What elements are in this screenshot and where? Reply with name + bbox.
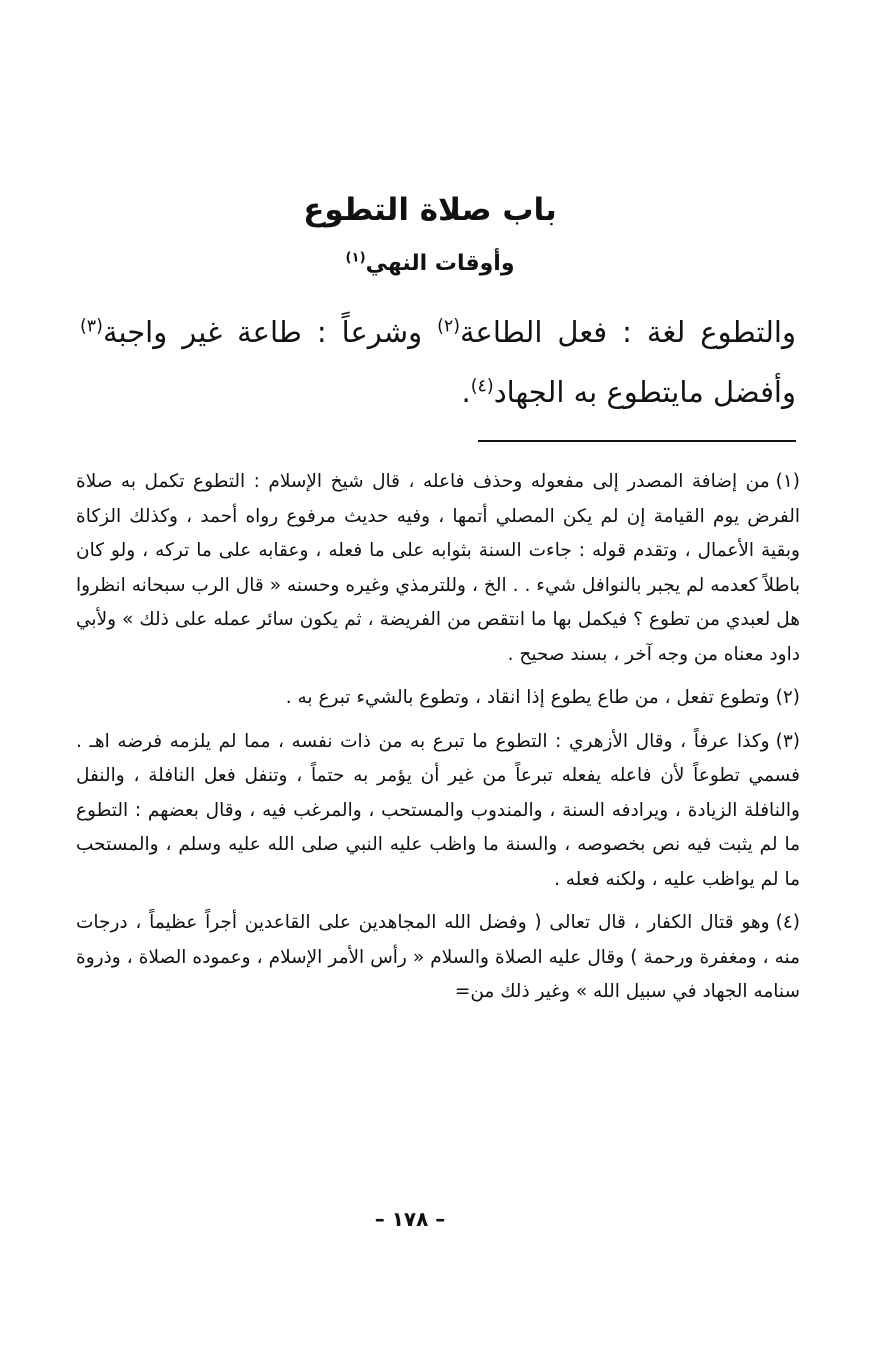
footnote-3 <box>76 725 800 898</box>
main-text-part-3: وأفضل مايتطوع به الجهاد <box>493 375 796 409</box>
main-text-part-4: . <box>461 375 471 409</box>
footnote-number: (٢) <box>775 687 800 708</box>
footnote-ref-2: (٢) <box>437 316 460 337</box>
subtitle-footnote-ref: (١) <box>345 250 366 266</box>
footnote-ref-3: (٣) <box>80 316 103 337</box>
main-text <box>80 302 796 422</box>
page-number: – ١٧٨ – <box>374 1207 446 1231</box>
footnotes <box>76 465 800 1019</box>
footnote-text: وكذا عرفاً ، وقال الأزهري : التطوع ما تبرع به من ذات نفسه ، مما لم يلزمه فرضه اهـ . فسمي تطوعاً لأن فاعله يفعله تبرعاً من غير أن يؤمر به حتماً ، وتنفل فعل النافلة ، والنفل والنافلة الزيادة ، ويرادفه السنة ، والمندوب والمستحب ، والمرغب فيه ، وقال بعضهم : التطوع ما لم يثبت فيه نص بخصوصه ، والسنة ما واظب عليه النبي صلى الله عليه وسلم ، والمستحب ما لم يواظب عليه ، ولكنه فعله . <box>76 730 800 890</box>
footnote-number: (١) <box>775 471 800 492</box>
subtitle-text: وأوقات النهي <box>365 251 515 276</box>
footnote-2 <box>76 681 800 716</box>
footnote-number: (٣) <box>775 730 800 752</box>
chapter-subtitle <box>0 248 860 280</box>
footnote-text: وتطوع تفعل ، من طاع يطوع إذا انقاد ، وتطوع بالشيء تبرع به . <box>285 687 770 708</box>
main-text-part-1: والتطوع لغة : فعل الطاعة <box>460 315 796 349</box>
footnote-text: من إضافة المصدر إلى مفعوله وحذف فاعله ، قال شيخ الإسلام : التطوع تكمل به صلاة الفرض يوم القيامة إن لم يكن المصلي أتمها ، وفيه حديث مرفوع رواه أحمد ، وكذلك الزكاة وبقية الأعمال ، وتقدم قوله : جاءت السنة بثوابه على ما فعله ، وعقابه على ما تركه ، ولو كان باطلاً كعدمه لم يجبر بالنوافل شيء . . الخ ، وللترمذي وغيره وحسنه « قال الرب سبحانه انظروا هل لعبدي من تطوع ؟ فيكمل بها ما انتقص من الفريضة ، ثم يكون سائر عمله على ذلك » ولأبي داود معناه من وجه آخر ، بسند صحيح . <box>76 471 800 665</box>
main-text-part-2: وشرعاً : طاعة غير واجبة <box>102 315 438 349</box>
chapter-title: باب صلاة التطوع <box>303 192 557 228</box>
footnote-number: (٤) <box>775 912 800 933</box>
footnote-text: وهو قتال الكفار ، قال تعالى ( وفضل الله المجاهدين على القاعدين أجراً عظيماً ، درجات منه ، ومغفرة ورحمة ) وقال عليه الصلاة والسلام « رأس الأمر الإسلام ، وعموده الصلاة ، وذروة سنامه الجهاد في سبيل الله » وغير ذلك من= <box>76 912 800 1002</box>
footnote-separator <box>478 440 796 442</box>
footnote-ref-4: (٤) <box>470 376 494 397</box>
footnote-4 <box>76 906 800 1010</box>
footnote-1 <box>76 465 800 672</box>
